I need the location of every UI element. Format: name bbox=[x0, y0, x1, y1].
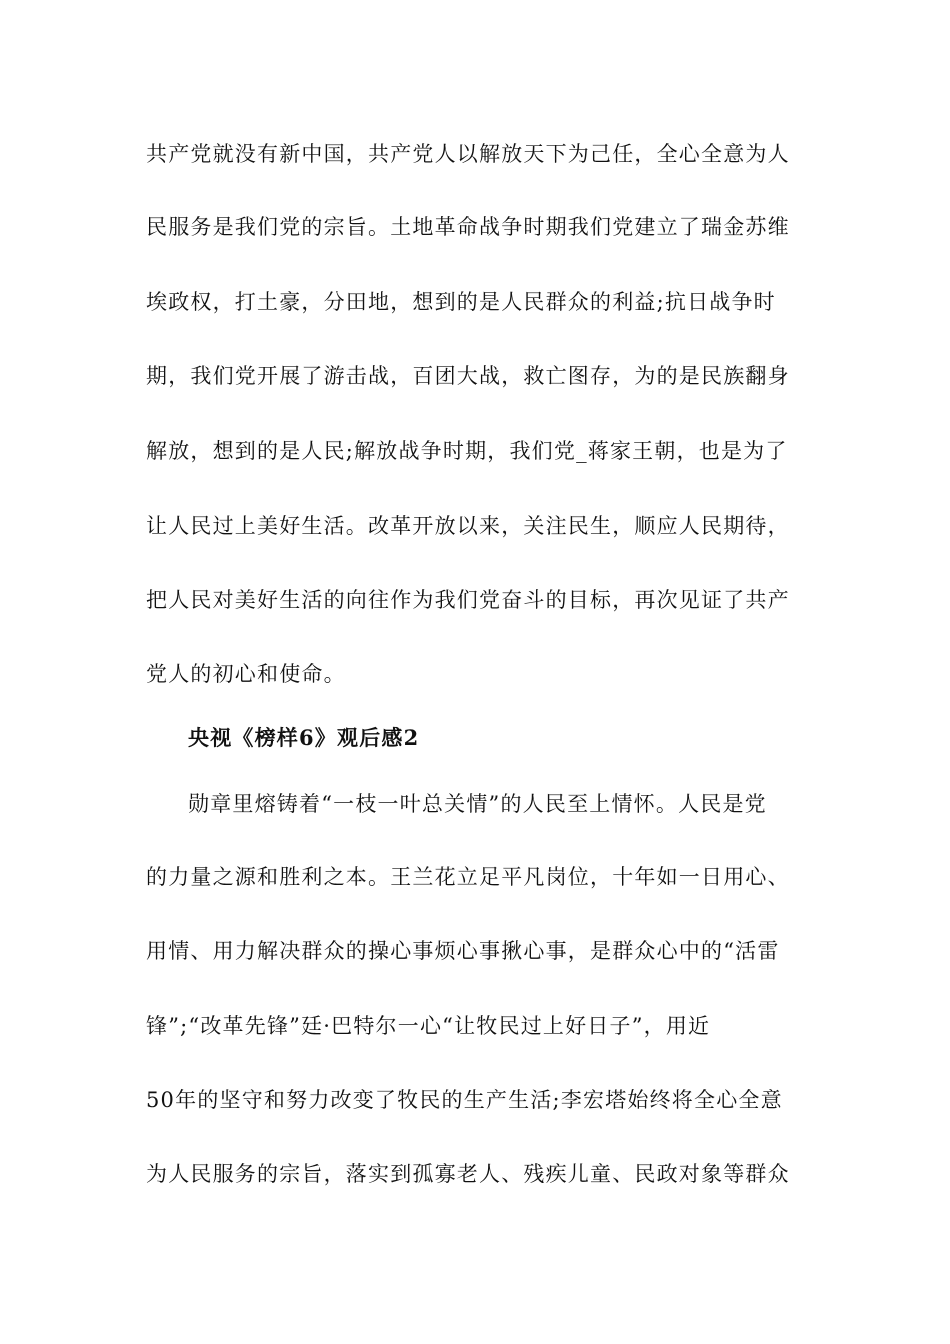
paragraph-line: 埃政权，打土豪，分田地，想到的是人民群众的利益;抗日战争时 bbox=[146, 290, 776, 314]
paragraph-line: 让人民过上美好生活。改革开放以来，关注民生，顺应人民期待， bbox=[146, 514, 790, 538]
paragraph-line: 锋”;“改革先锋”廷·巴特尔一心“让牧民过上好日子”，用近 bbox=[146, 1014, 711, 1038]
paragraph-line: 50年的坚守和努力改变了牧民的生产生活;李宏塔始终将全心全意 bbox=[146, 1088, 783, 1112]
paragraph-line: 党人的初心和使命。 bbox=[146, 662, 346, 686]
paragraph-line: 期，我们党开展了游击战，百团大战，救亡图存，为的是民族翻身 bbox=[146, 364, 790, 388]
section-heading: 央视《榜样6》观后感2 bbox=[188, 725, 420, 750]
paragraph-line: 用情、用力解决群众的操心事烦心事揪心事，是群众心中的“活雷 bbox=[146, 939, 780, 963]
paragraph-line: 勋章里熔铸着“一枝一叶总关情”的人民至上情怀。人民是党 bbox=[188, 792, 767, 816]
paragraph-line: 的力量之源和胜利之本。王兰花立足平凡岗位，十年如一日用心、 bbox=[146, 865, 790, 889]
paragraph-line: 解放，想到的是人民;解放战争时期，我们党_蒋家王朝，也是为了 bbox=[146, 439, 788, 463]
paragraph-line: 把人民对美好生活的向往作为我们党奋斗的目标，再次见证了共产 bbox=[146, 588, 790, 612]
paragraph-line: 为人民服务的宗旨，落实到孤寡老人、残疾儿童、民政对象等群众 bbox=[146, 1162, 790, 1186]
paragraph-line: 民服务是我们党的宗旨。土地革命战争时期我们党建立了瑞金苏维 bbox=[146, 215, 790, 239]
paragraph-line: 共产党就没有新中国，共产党人以解放天下为己任，全心全意为人 bbox=[146, 142, 790, 166]
